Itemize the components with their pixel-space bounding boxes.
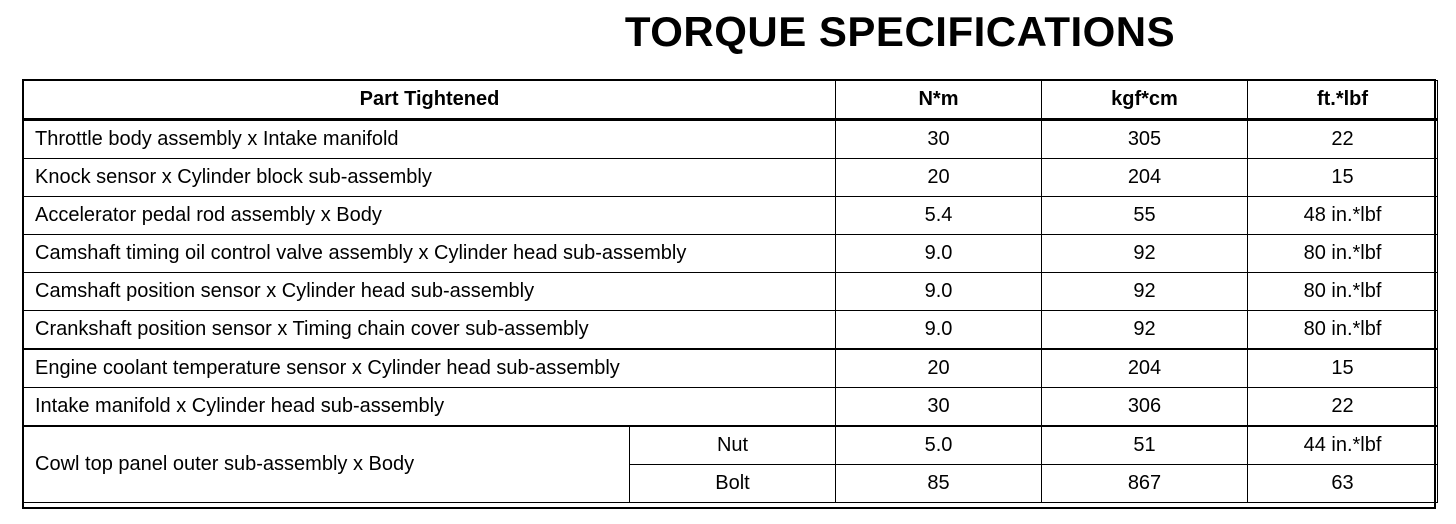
ftlbf-cell: 80 in.*lbf [1248,311,1438,350]
part-cell: Knock sensor x Cylinder block sub-assembly [24,159,836,197]
table-row [24,159,1438,197]
ftlbf-cell: 15 [1248,159,1438,197]
ftlbf-cell: 22 [1248,120,1438,159]
part-cell: Throttle body assembly x Intake manifold [24,120,836,159]
part-cell: Crankshaft position sensor x Timing chain cover sub-assembly [24,311,836,350]
ftlbf-cell: 80 in.*lbf [1248,273,1438,311]
table-row [24,235,1438,273]
nm-cell: 5.4 [836,197,1042,235]
nm-cell: 9.0 [836,311,1042,350]
fastener-nut-label: Nut [630,426,836,465]
part-cell: Camshaft position sensor x Cylinder head sub-assembly [24,273,836,311]
ftlbf-cell: 22 [1248,388,1438,427]
nm-cell: 9.0 [836,235,1042,273]
kgfcm-cell: 204 [1042,159,1248,197]
table-row-cowl-nut [24,426,1438,465]
header-part-tightened: Part Tightened [24,81,836,120]
kgfcm-cell: 92 [1042,311,1248,350]
kgfcm-cell: 92 [1042,273,1248,311]
ftlbf-cell: 48 in.*lbf [1248,197,1438,235]
part-cell: Engine coolant temperature sensor x Cylinder head sub-assembly [24,349,836,388]
kgfcm-cell: 867 [1042,465,1248,503]
table-row [24,311,1438,350]
nm-cell: 9.0 [836,273,1042,311]
kgfcm-cell: 306 [1042,388,1248,427]
table-row [24,388,1438,427]
ftlbf-cell: 15 [1248,349,1438,388]
kgfcm-cell: 305 [1042,120,1248,159]
ftlbf-cell: 63 [1248,465,1438,503]
nm-cell: 5.0 [836,426,1042,465]
ftlbf-cell: 44 in.*lbf [1248,426,1438,465]
header-kgfcm: kgf*cm [1042,81,1248,120]
nm-cell: 30 [836,120,1042,159]
ftlbf-cell: 80 in.*lbf [1248,235,1438,273]
table-row [24,273,1438,311]
table-row [24,197,1438,235]
nm-cell: 30 [836,388,1042,427]
page-title: TORQUE SPECIFICATIONS [624,8,1176,55]
part-cell: Accelerator pedal rod assembly x Body [24,197,836,235]
kgfcm-cell: 51 [1042,426,1248,465]
header-nm: N*m [836,81,1042,120]
table-row [24,349,1438,388]
part-cell-cowl: Cowl top panel outer sub-assembly x Body [24,426,630,503]
fastener-bolt-label: Bolt [630,465,836,503]
part-cell: Camshaft timing oil control valve assembly x Cylinder head sub-assembly [24,235,836,273]
nm-cell: 85 [836,465,1042,503]
nm-cell: 20 [836,349,1042,388]
table-header-row [24,81,1438,120]
torque-spec-table [23,80,1438,503]
kgfcm-cell: 92 [1042,235,1248,273]
header-ftlbf: ft.*lbf [1248,81,1438,120]
nm-cell: 20 [836,159,1042,197]
table-row [24,120,1438,159]
kgfcm-cell: 204 [1042,349,1248,388]
kgfcm-cell: 55 [1042,197,1248,235]
part-cell: Intake manifold x Cylinder head sub-assembly [24,388,836,427]
